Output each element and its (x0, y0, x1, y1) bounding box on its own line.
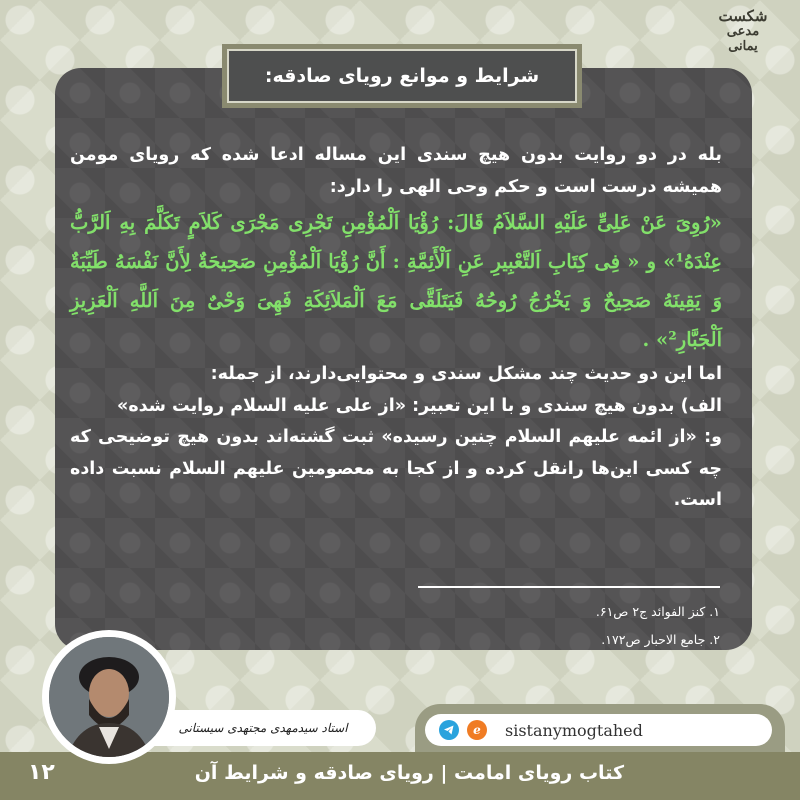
portrait-image (49, 637, 169, 757)
hadith-quote: «رُوِیَ عَنْ عَلِیٍّ عَلَیْهِ السَّلاَمُ قَالَ: رُؤْیَا اَلْمُؤْمِنِ تَجْرِی مَجْرَی کَلاَمٍ تَکَلَّمَ بِهِ اَلرَّبُّ عِنْدَهُ¹» و « فِی کِتَابِ اَلتَّعْبِیرِ عَنِ اَلْأَئِمَّةِ : أَنَّ رُؤْیَا اَلْمُؤْمِنِ صَحِیحَةٌ لِأَنَّ نَفْسَهُ طَیِّبَةٌ وَ یَقِینَهُ صَحِیحٌ وَ یَخْرُجُ رُوحُهُ فَیَتَلَقَّی مَعَ اَلْمَلاَئِکَةِ فَهِیَ وَحْیٌ مِنَ اَللَّهِ اَلْعَزِیزِ اَلْجَبَّارِ²» . (70, 211, 722, 351)
article-body (70, 140, 722, 517)
stamp-line-1: شکست (718, 7, 768, 25)
eitaa-icon[interactable]: e (467, 720, 487, 740)
page-title: شرایط و موانع رویای صادقه: (227, 49, 577, 103)
footnote-divider (418, 586, 720, 588)
author-name: استاد سیدمهدی مجتهدی سیستانی (150, 710, 376, 746)
paragraph-3: الف) بدون هیچ سندی و با این تعبیر: «از علی علیه السلام روایت شده» (117, 395, 722, 416)
footnote-2: ۲. جامع الاحبار ص۱۷۲. (601, 632, 720, 647)
social-handle[interactable]: sistanymogtahed (505, 720, 643, 740)
title-box (222, 44, 582, 108)
paragraph-2: اما این دو حدیث چند مشکل سندی و محتوایی‌دارند، از جمله: (210, 364, 722, 384)
author-avatar (42, 630, 176, 764)
paragraph-4: و: «از ائمه علیهم السلام چنین رسیده» ثبت گشته‌اند بدون هیچ توضیحی که چه کسی این‌ها رانقل کرده و از کجا به معصومین علیهم السلام نسبت داده است. (70, 427, 722, 510)
stamp-line-3: یمانی (728, 39, 758, 55)
book-title: کتاب رویای امامت | رویای صادقه و شرایط آن (194, 762, 624, 784)
footnote-1: ۱. کنز الفوائد ج۲ ص۶۱. (595, 604, 720, 619)
social-pill[interactable] (425, 714, 772, 746)
page-number: ۱۲ (28, 760, 55, 785)
telegram-icon[interactable] (439, 720, 459, 740)
footnotes (400, 598, 720, 654)
intro-paragraph: بله در دو روایت بدون هیچ سندی این مساله ادعا شده که رویای مومن همیشه درست است و حکم وحی الهی را دارد: (70, 145, 722, 197)
logo-stamp (708, 8, 778, 55)
stamp-line-2: مدعی (726, 24, 760, 40)
